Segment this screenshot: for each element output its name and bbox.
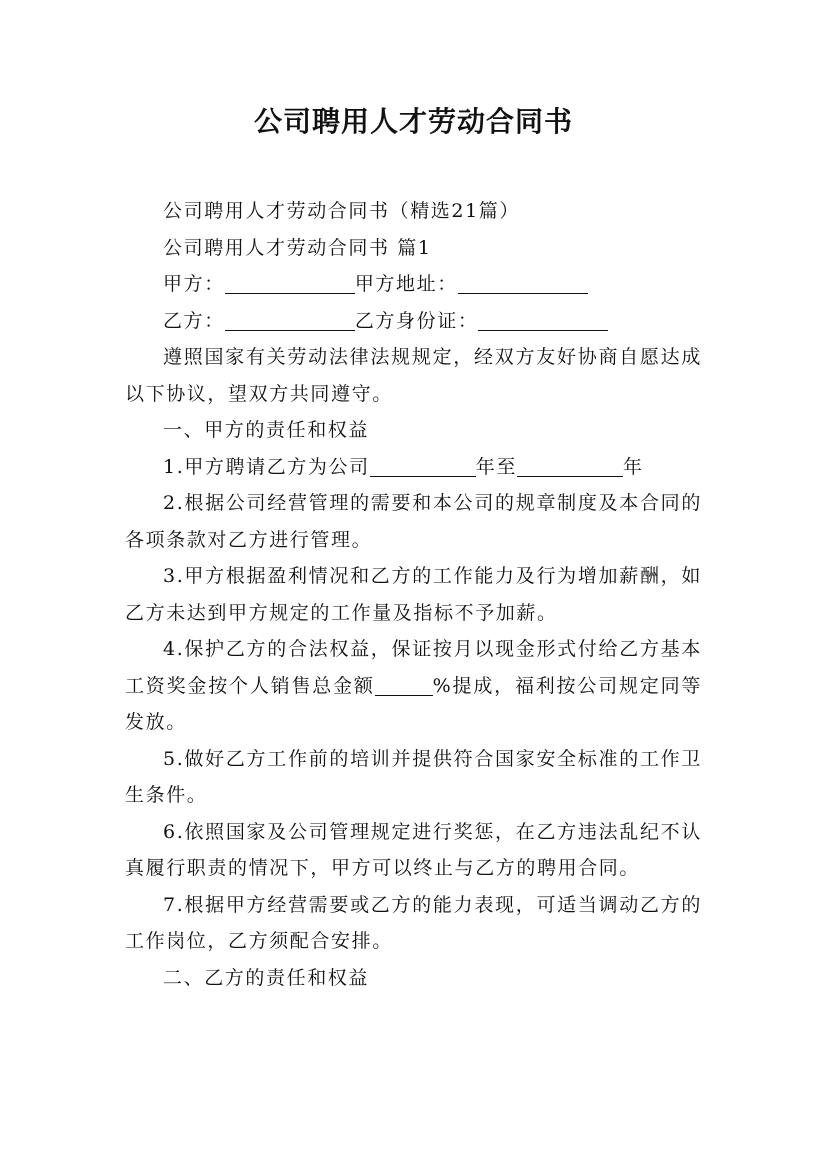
party-b-id-label: 乙方身份证： bbox=[354, 309, 479, 332]
party-a-address-label: 甲方地址： bbox=[354, 273, 458, 295]
subtitle-line: 公司聘用人才劳动合同书（精选21篇） bbox=[163, 200, 520, 222]
party-a-blank bbox=[225, 271, 355, 294]
item-1-text-c: 年 bbox=[622, 455, 644, 478]
section2-heading: 二、乙方的责任和权益 bbox=[163, 966, 370, 989]
item-1-start-year-blank bbox=[370, 454, 476, 477]
party-b-label: 乙方： bbox=[163, 309, 225, 332]
item-1-text-b: 年至 bbox=[475, 455, 517, 478]
item-4-text-a: 4.保护乙方的合法权益，保证按月以现金形式付给乙方基本工资奖金按个人销售总金额 bbox=[125, 638, 702, 697]
document-body bbox=[125, 193, 702, 996]
item-1-text-a: 1.甲方聘请乙方为公司 bbox=[163, 455, 370, 478]
chapter-line: 公司聘用人才劳动合同书 篇1 bbox=[163, 236, 432, 259]
section1-heading: 一、甲方的责任和权益 bbox=[163, 419, 370, 441]
document-title: 公司聘用人才劳动合同书 bbox=[253, 105, 573, 138]
party-b-line bbox=[125, 303, 702, 340]
item-3: 3.甲方根据盈利情况和乙方的工作能力及行为增加薪酬，如乙方未达到甲方规定的工作量及指标不予加薪。 bbox=[125, 565, 702, 624]
party-b-id-blank bbox=[478, 308, 608, 331]
item-4-text-b: %提成，福利按公司规定同等发放。 bbox=[125, 674, 702, 733]
item-6: 6.依照国家及公司管理规定进行奖惩，在乙方违法乱纪不认真履行职责的情况下，甲方可以终止与乙方的聘用合同。 bbox=[125, 820, 702, 879]
party-a-address-blank bbox=[458, 271, 588, 294]
party-a-line bbox=[125, 266, 702, 303]
item-4-percent-blank bbox=[375, 673, 433, 696]
party-b-blank bbox=[225, 308, 355, 331]
item-7: 7.根据甲方经营需要或乙方的能力表现，可适当调动乙方的工作岗位，乙方须配合安排。 bbox=[125, 893, 702, 952]
party-a-label: 甲方： bbox=[163, 273, 225, 295]
intro-paragraph: 遵照国家有关劳动法律法规规定，经双方友好协商自愿达成以下协议，望双方共同遵守。 bbox=[125, 346, 702, 405]
item-2: 2.根据公司经营管理的需要和本公司的规章制度及本合同的各项条款对乙方进行管理。 bbox=[125, 492, 702, 551]
item-1-end-year-blank bbox=[517, 454, 623, 477]
item-5: 5.做好乙方工作前的培训并提供符合国家安全标准的工作卫生条件。 bbox=[125, 747, 702, 806]
item-1 bbox=[125, 449, 702, 486]
item-4 bbox=[125, 631, 702, 741]
